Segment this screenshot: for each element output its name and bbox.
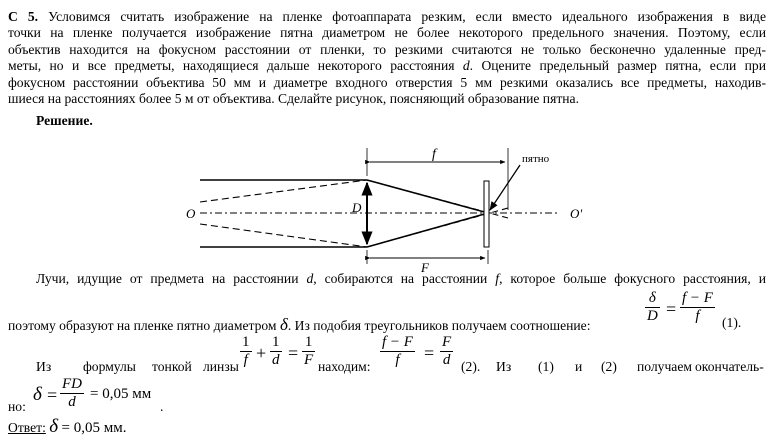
answer-value: = 0,05 мм.	[61, 420, 127, 436]
spot-sentence: поэтому образуют на пленке пятно диаметром δ. Из подобия треугольников получаем соотношение:	[8, 315, 591, 334]
object-ray-bottom	[200, 224, 367, 247]
label-F: F	[421, 260, 429, 275]
eq2-left-fraction: f − F f	[382, 334, 413, 368]
label-spot: пятно	[522, 153, 550, 165]
answer	[8, 416, 126, 438]
problem-line-4: меты, но и все предметы, находящиеся дальше некоторого расстояния d. Оцените предельный размер пятна, если при	[8, 58, 766, 74]
problem-line-2: точки на пленке получается изображение пятна диаметром не более некоторого предельного значения. Поэтому, если	[8, 25, 766, 41]
eq1-tag: (1).	[722, 315, 742, 330]
spot-pointer	[490, 165, 520, 210]
lens-fraction-2: 1 d	[272, 334, 280, 368]
label-D: D	[352, 200, 362, 215]
result-value: = 0,05 мм	[90, 386, 152, 402]
result-fraction: FD d	[62, 376, 82, 410]
solution-heading: Решение.	[36, 113, 93, 128]
label-O: O	[186, 206, 196, 221]
problem-line-3: объектив находится на фокусном расстоянии от пленки, то резкими считаются не только бесконечно удаленные пред-	[8, 41, 766, 57]
label-f: f	[432, 147, 436, 162]
answer-label: Ответ:	[8, 420, 46, 435]
problem-number: С 5.	[8, 9, 39, 24]
problem-line-5: фокусном расстоянии объектива 50 мм и диаметре входного отверстия 5 мм резкими оказались все предметы, находив-	[8, 74, 766, 90]
eq2-right-fraction: F d	[442, 334, 452, 368]
problem-line-1: С 5. Условимся считать изображение на пленке фотоаппарата резким, если вместо идеального изображения в виде	[8, 9, 766, 24]
film-plate	[484, 181, 489, 247]
eq1-left-fraction: δ D	[647, 290, 658, 324]
problem-line-6: шиеся на расстояниях более 5 м от объектива. Сделайте рисунок, поясняющий образование пятна.	[8, 91, 579, 107]
eq1-right-fraction: f − F f	[682, 290, 713, 324]
result-prefix: но:	[8, 399, 26, 414]
answer-delta: δ	[49, 416, 59, 437]
lens-fraction-1: 1 f	[242, 334, 250, 368]
label-O-prime: O'	[570, 206, 583, 221]
result-delta: δ	[33, 384, 42, 405]
lens-fraction-3: 1 F	[304, 334, 314, 368]
eq1-equals: =	[666, 299, 677, 319]
rays-sentence: Лучи, идущие от предмета на расстоянии d, собираются на расстоянии f, которое больше фокусного расстояния, и	[36, 271, 767, 286]
object-ray-top	[200, 180, 367, 202]
